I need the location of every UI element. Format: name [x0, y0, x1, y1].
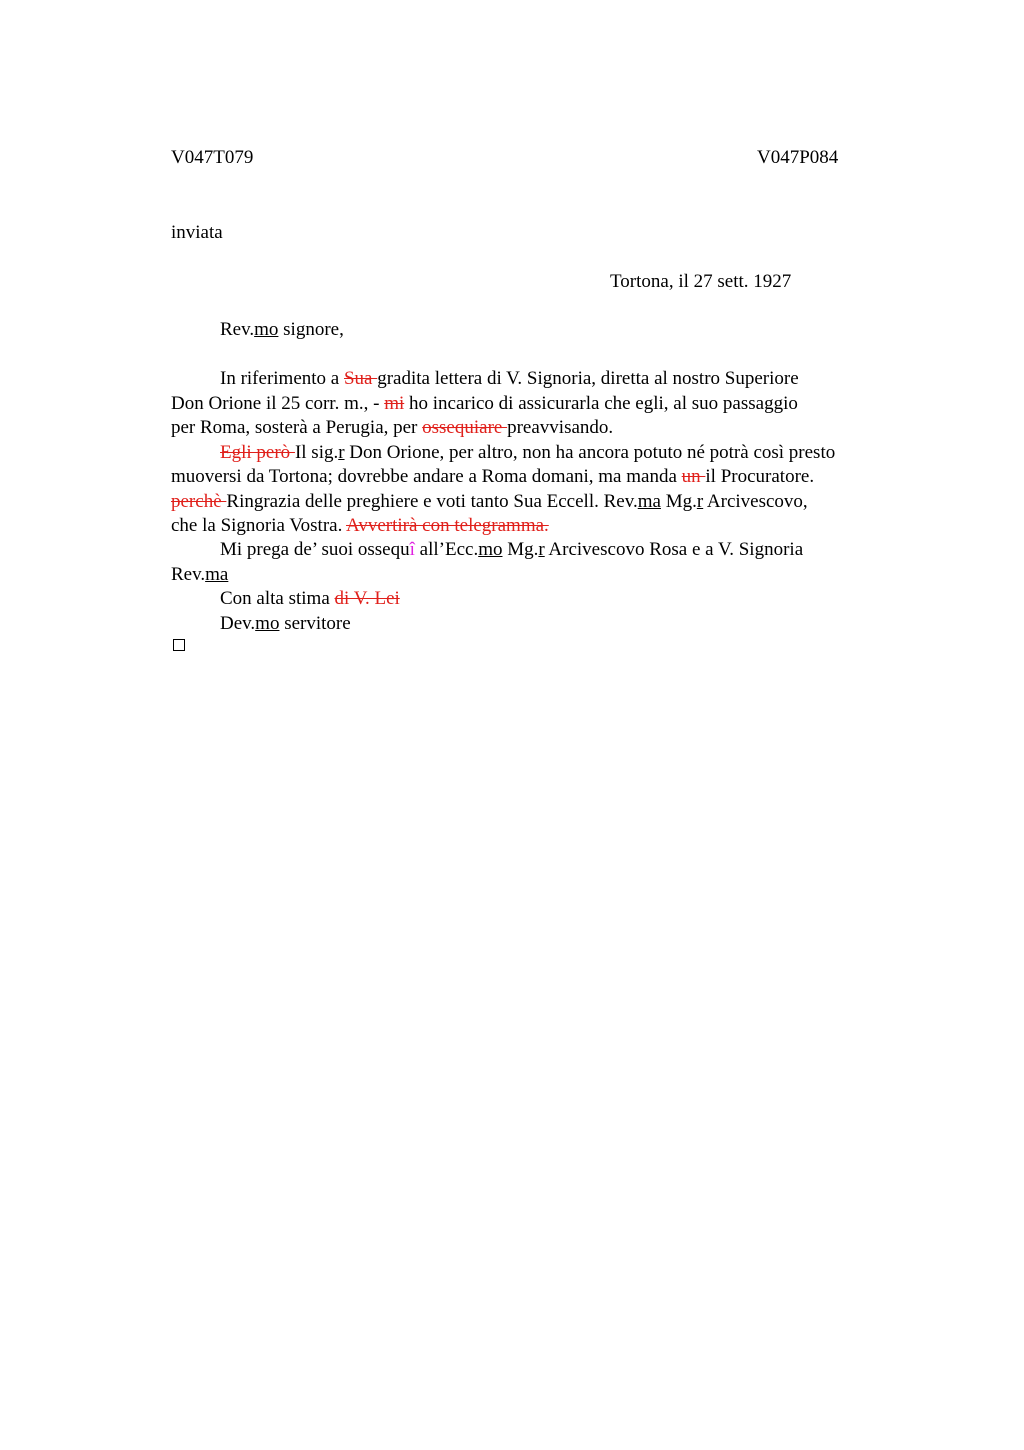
- salutation: Rev.mo signore,: [220, 319, 344, 340]
- header-right-code: V047P084: [757, 147, 839, 168]
- letter-date: Tortona, il 27 sett. 1927: [610, 271, 792, 292]
- header-left-code: V047T079: [171, 147, 254, 168]
- deleted-text: un: [681, 466, 706, 487]
- closing-line-1: Con alta stima di V. Lei: [220, 588, 400, 609]
- inserted-text: î: [409, 539, 415, 560]
- p3-line-1: Mi prega de’ suoi ossequî all’Ecc.mo Mg.r Arcivescovo Rosa e a V. Signoria: [220, 539, 804, 560]
- deleted-text: ossequiare: [422, 417, 508, 438]
- status-label: inviata: [171, 222, 223, 243]
- p2-line-3: perchè Ringrazia delle preghiere e voti tanto Sua Eccell. Rev.ma Mg.r Arcivescovo,: [171, 491, 808, 512]
- p1-line-3: per Roma, sosterà a Perugia, per ossequiare preavvisando.: [171, 417, 614, 438]
- p1-line-2: Don Orione il 25 corr. m., - mi ho incarico di assicurarla che egli, al suo passaggio: [171, 393, 798, 414]
- deleted-text: mi: [384, 393, 405, 414]
- closing-line-2: Dev.mo servitore: [220, 613, 351, 634]
- p2-line-1: Egli però Il sig.r Don Orione, per altro, non ha ancora potuto né potrà così presto: [220, 442, 836, 463]
- deleted-text: perchè: [171, 491, 227, 512]
- deleted-text: Egli però: [220, 442, 295, 463]
- p3-line-2: Rev.ma: [171, 564, 229, 585]
- deleted-text: di V. Lei: [334, 588, 400, 609]
- deleted-text: Sua: [343, 368, 378, 389]
- p2-line-4: che la Signoria Vostra. Avvertirà con telegramma.: [171, 515, 549, 536]
- empty-square-icon: [173, 639, 185, 651]
- p1-line-1: In riferimento a Sua gradita lettera di V. Signoria, diretta al nostro Superiore: [220, 368, 799, 389]
- p2-line-2: muoversi da Tortona; dovrebbe andare a Roma domani, ma manda un il Procuratore.: [171, 466, 815, 487]
- deleted-text: Avvertirà con telegramma.: [346, 515, 549, 536]
